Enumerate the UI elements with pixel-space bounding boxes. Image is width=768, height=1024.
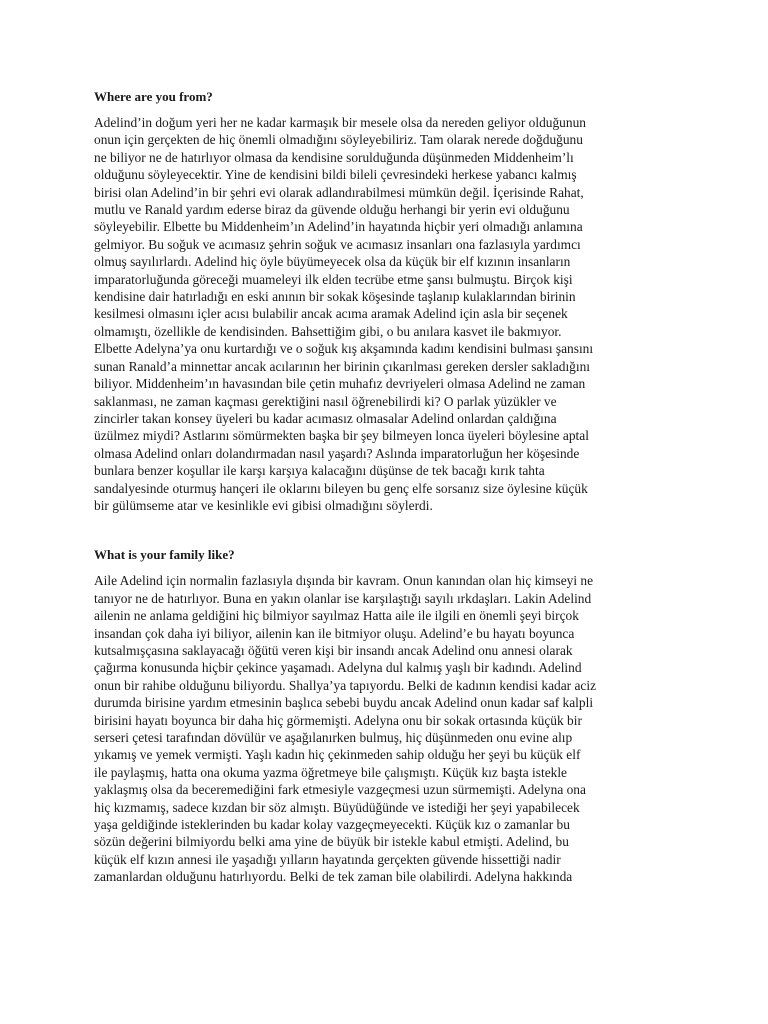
- section-heading-origin: Where are you from?: [94, 89, 213, 104]
- text-line: yıkamış ve yemek vermişti. Yaşlı kadın hiç çekinmeden sahip olduğu her şeyi bu küçük elf: [94, 747, 581, 763]
- text-line: ile paylaşmış, hatta ona okuma yazma öğretmeye bile çalışmıştı. Küçük kız başta istekle: [94, 764, 567, 780]
- text-line: tanıyor ne de hatırlıyor. Buna en yakın olanlar ise karşılaştığı sayılı ırkdaşları. Lakin Adelind: [94, 590, 592, 606]
- text-line: ne biliyor ne de hatırlıyor olmasa da kendisine sorulduğunda düşünmeden Middenheim’lı: [94, 149, 574, 165]
- text-line: hiç kızmamış, sadece kızdan bir söz almıştı. Büyüdüğünde ve istediği her şeyi yapabilecek: [94, 799, 580, 815]
- text-line: sözün değerini bilmiyordu belki ama yine de büyük bir istekle kabul etmişti. Adelind, bu: [94, 834, 569, 850]
- text-line: üzülmez miydi? Astlarını sömürmekten başka bir şey bilmeyen lonca üyeleri böylesine aptal: [94, 428, 589, 444]
- text-line: insandan çok daha iyi biliyor, ailenin kan ile bitmiyor oluşu. Adelind’e bu hayatı boyunca: [94, 625, 575, 641]
- paragraph-family: [94, 572, 674, 885]
- text-line: mutlu ve Ranald yardım ederse biraz da güvende olduğu herhangi bir yerin evi olduğunu: [94, 202, 570, 218]
- text-line: olmasa Adelind onları dolandırmadan nasıl yaşardı? Aslında imparatorluğun her köşesinde: [94, 445, 580, 461]
- text-line: kesilmesi olmasını içler acısı bulabilir ancak acıma aramak Adelind için asla bir seçenek: [94, 306, 568, 322]
- section-heading-family: What is your family like?: [94, 547, 235, 563]
- text-line: biliyor. Middenheim’ın havasından bile çetin muhafız devriyeleri olmasa Adelind ne zaman: [94, 376, 586, 392]
- text-line: birisini hayatı boyunca bir daha hiç görmemişti. Adelyna onu bir sokak ortasında küçük bir: [94, 712, 582, 728]
- text-line: sandalyesinde oturmuş hançeri ile oklarını bileyen bu genç elfe sorsanız size öylesine küçük: [94, 480, 588, 496]
- text-line: zincirler takan konsey üyeleri bu kadar acımasız olmasalar Adelind onlardan çaldığına: [94, 410, 557, 426]
- text-line: bunlara benzer koşullar ile karşı karşıya kalacağını düşünse de tek bacağı kırık tahta: [94, 463, 545, 479]
- text-line: olmamıştı, özellikle de kendisinden. Bahsettiğim gibi, o bu anılara kasvet ile bakmıyor.: [94, 323, 562, 339]
- text-line: kutsalmışçasına saklayacağı öğütü veren kişi bir insandı ancak Adelind onu annesi olarak: [94, 642, 573, 658]
- paragraph-origin: [94, 114, 674, 514]
- text-line: onun bir rahibe olduğunu biliyordu. Shallya’ya tapıyordu. Belki de kadının kendisi kadar aciz: [94, 677, 597, 693]
- text-line: Aile Adelind için normalin fazlasıyla dışında bir kavram. Onun kanından olan hiç kimseyi ne: [94, 573, 594, 589]
- text-line: imparatorluğunda göreceği muameleyi ilk elden tecrübe etme şansı bulmuştu. Birçok kişi: [94, 271, 573, 287]
- text-line: kendisine dair hatırladığı en eski anının bir sokak köşesinde taşlanıp kulaklarından birinin: [94, 289, 576, 305]
- text-line: gelmiyor. Bu soğuk ve acımasız şehrin soğuk ve acımasız insanları ona fazlasıyla yardımcı: [94, 236, 581, 252]
- text-line: yaklaşmış olsa da beceremediğini fark etmesiyle vazgeçmesi uzun sürmemişti. Adelyna ona: [94, 782, 586, 798]
- text-line: olduğunu söyleyecektir. Yine de kendisini bildi bileli çevresindeki herkese yabancı kalmış: [94, 167, 577, 183]
- text-line: olmuş sayılırlardı. Adelind hiç öyle büyümeyecek olsa da küçük bir elf kızının insanların: [94, 254, 571, 270]
- text-line: serseri çetesi tarafından dövülür ve aşağılanırken bulmuş, hiç düşünmeden onu evine alıp: [94, 730, 573, 745]
- text-line: Elbette Adelyna’ya onu kurtardığı ve o soğuk kış akşamında kadını kendisini bulması şansını: [94, 341, 594, 357]
- text-line: küçük elf kızın annesi ile yaşadığı yılların hayatında gerçekten güvende hissettiği nadir: [94, 851, 561, 867]
- text-line: Adelind’in doğum yeri her ne kadar karmaşık bir mesele olsa da nereden geliyor olduğunun: [94, 115, 586, 130]
- text-line: çağırma konusunda hiçbir çekince yaşamadı. Adelyna dul kalmış yaşlı bir kadındı. Adelind: [94, 660, 582, 676]
- text-line: söyleyebilir. Elbette bu Middenheim’ın Adelind’in hayatında hiçbir yeri olmadığı anlamına: [94, 219, 583, 235]
- text-line: saklanması, ne zaman kaçması gerektiğini nasıl öğrenebilirdi ki? O parlak yüzükler ve: [94, 393, 557, 409]
- section-spacer: [94, 514, 674, 546]
- text-line: bir gülümseme atar ve kesinlikle evi gibisi olmadığını söylerdi.: [94, 497, 433, 513]
- text-line: birisi olan Adelind’in bir şehri evi olarak adlandırabilmesi mümkün değil. İçerisinde Rahat,: [94, 184, 584, 200]
- text-line: yaşa geldiğinde isteklerinden bu kadar kolay vazgeçmeyecekti. Küçük kız o zamanlar bu: [94, 817, 570, 833]
- text-line: durumda birisine yardım etmesinin başlıca sebebi buydu ancak Adelind onun kadar saf kalpli: [94, 695, 594, 711]
- text-line: sunan Ranald’a minnettar ancak acılarının her birinin çıkarılması gereken dersler sakladığını: [94, 358, 591, 374]
- text-line: ailenin ne anlama geldiğini hiç bilmiyor sayılmaz Hatta aile ile ilgili en önemli şeyi birçok: [94, 608, 579, 624]
- document-page: [94, 88, 674, 886]
- text-line: onun için gerçekten de hiç önemli olmadığını söyleyebiliriz. Tam olarak nerede doğduğunu: [94, 132, 583, 148]
- text-line: zamanlardan olduğunu hatırlıyordu. Belki de tek zaman bile olabilirdi. Adelyna hakkında: [94, 869, 573, 885]
